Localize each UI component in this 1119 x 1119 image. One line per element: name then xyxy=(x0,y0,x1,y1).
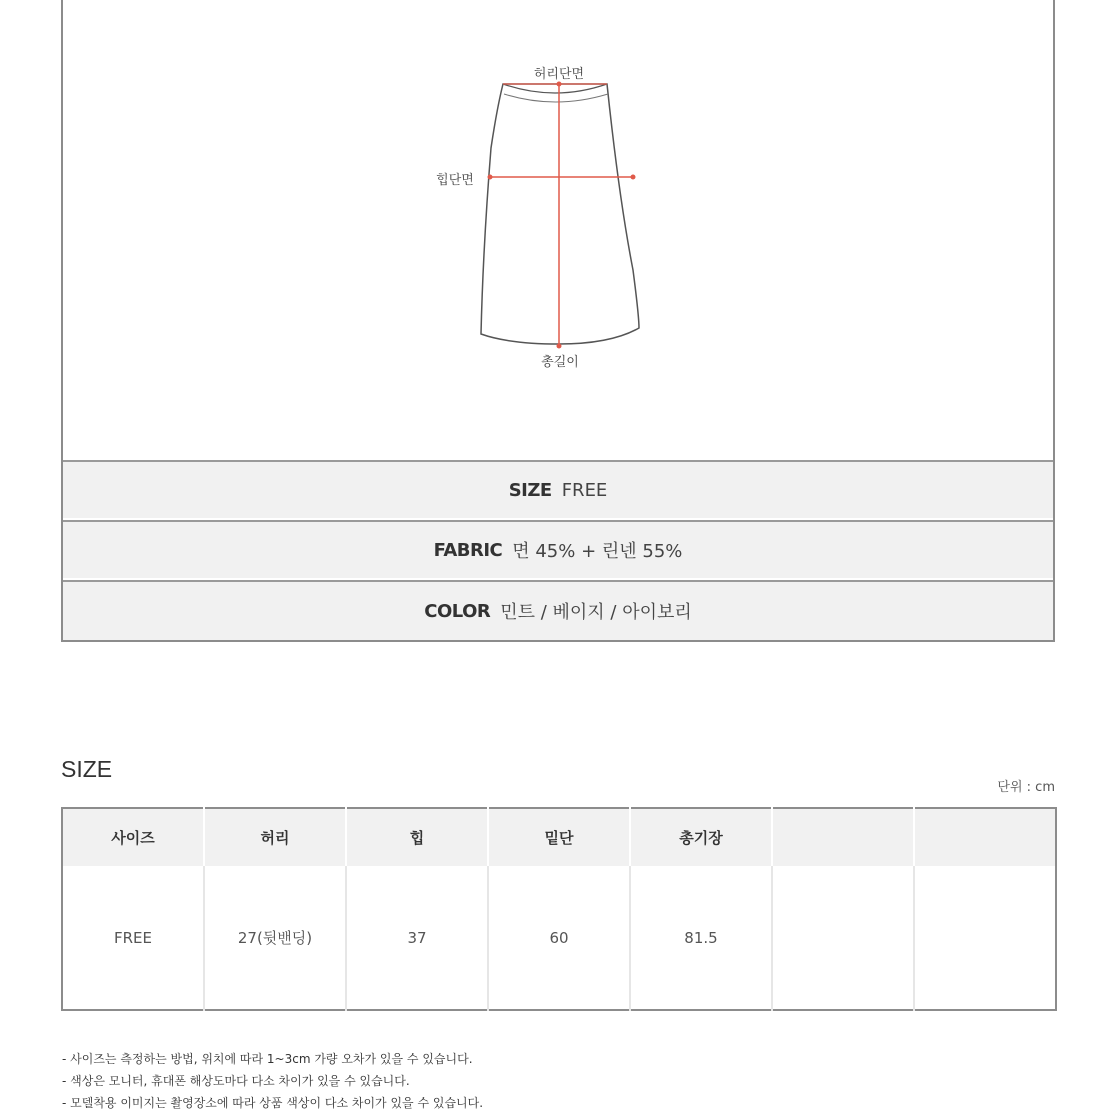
skirt-outline xyxy=(481,84,639,344)
cell-hem: 60 xyxy=(488,866,630,1010)
spec-row-color xyxy=(63,580,1053,640)
spec-size-key: SIZE xyxy=(508,479,552,501)
header-size: 사이즈 xyxy=(62,808,204,866)
hip-label: 힙단면 xyxy=(436,173,474,188)
cell-waist: 27(뒷밴딩) xyxy=(204,866,346,1010)
header-empty-2 xyxy=(914,808,1056,866)
cell-empty-1 xyxy=(772,866,914,1010)
cell-total-length: 81.5 xyxy=(630,866,772,1010)
header-waist: 허리 xyxy=(204,808,346,866)
spec-color-key: COLOR xyxy=(424,600,491,622)
note-item: - 색상은 모니터, 휴대폰 해상도마다 다소 차이가 있을 수 있습니다. xyxy=(62,1074,410,1088)
note-item: - 모델착용 이미지는 촬영장소에 따라 상품 색상이 다소 차이가 있을 수 있습니다. xyxy=(62,1096,484,1110)
cell-empty-2 xyxy=(914,866,1056,1010)
header-hip: 힙 xyxy=(346,808,488,866)
spec-color-value: 민트 / 베이지 / 아이보리 xyxy=(500,602,692,623)
length-bottom-dot xyxy=(557,344,562,349)
header-total-length: 총기장 xyxy=(630,808,772,866)
cell-size: FREE xyxy=(62,866,204,1010)
size-table-header-row xyxy=(62,808,1056,866)
note-item: - 사이즈는 측정하는 방법, 위치에 따라 1~3cm 가량 오차가 있을 수 있습니다. xyxy=(62,1052,473,1066)
spec-row-fabric xyxy=(63,520,1053,578)
hip-left-dot xyxy=(488,175,493,180)
table-row xyxy=(62,866,1056,1010)
product-spec-box xyxy=(61,0,1055,642)
spec-size-value: FREE xyxy=(561,479,608,501)
size-notes xyxy=(62,1048,483,1114)
hip-right-dot xyxy=(631,175,636,180)
waist-label: 허리단면 xyxy=(533,67,585,82)
size-table xyxy=(61,807,1057,1011)
size-section-heading: SIZE xyxy=(61,756,113,782)
spec-fabric-value: 면 45% + 린넨 55% xyxy=(512,541,683,562)
spec-row-size xyxy=(63,460,1053,518)
unit-label: 단위 : cm xyxy=(997,780,1055,795)
length-label: 총길이 xyxy=(541,355,579,370)
skirt-measurement-diagram xyxy=(63,0,1053,460)
header-hem: 밑단 xyxy=(488,808,630,866)
header-empty-1 xyxy=(772,808,914,866)
spec-fabric-key: FABRIC xyxy=(433,539,503,561)
cell-hip: 37 xyxy=(346,866,488,1010)
